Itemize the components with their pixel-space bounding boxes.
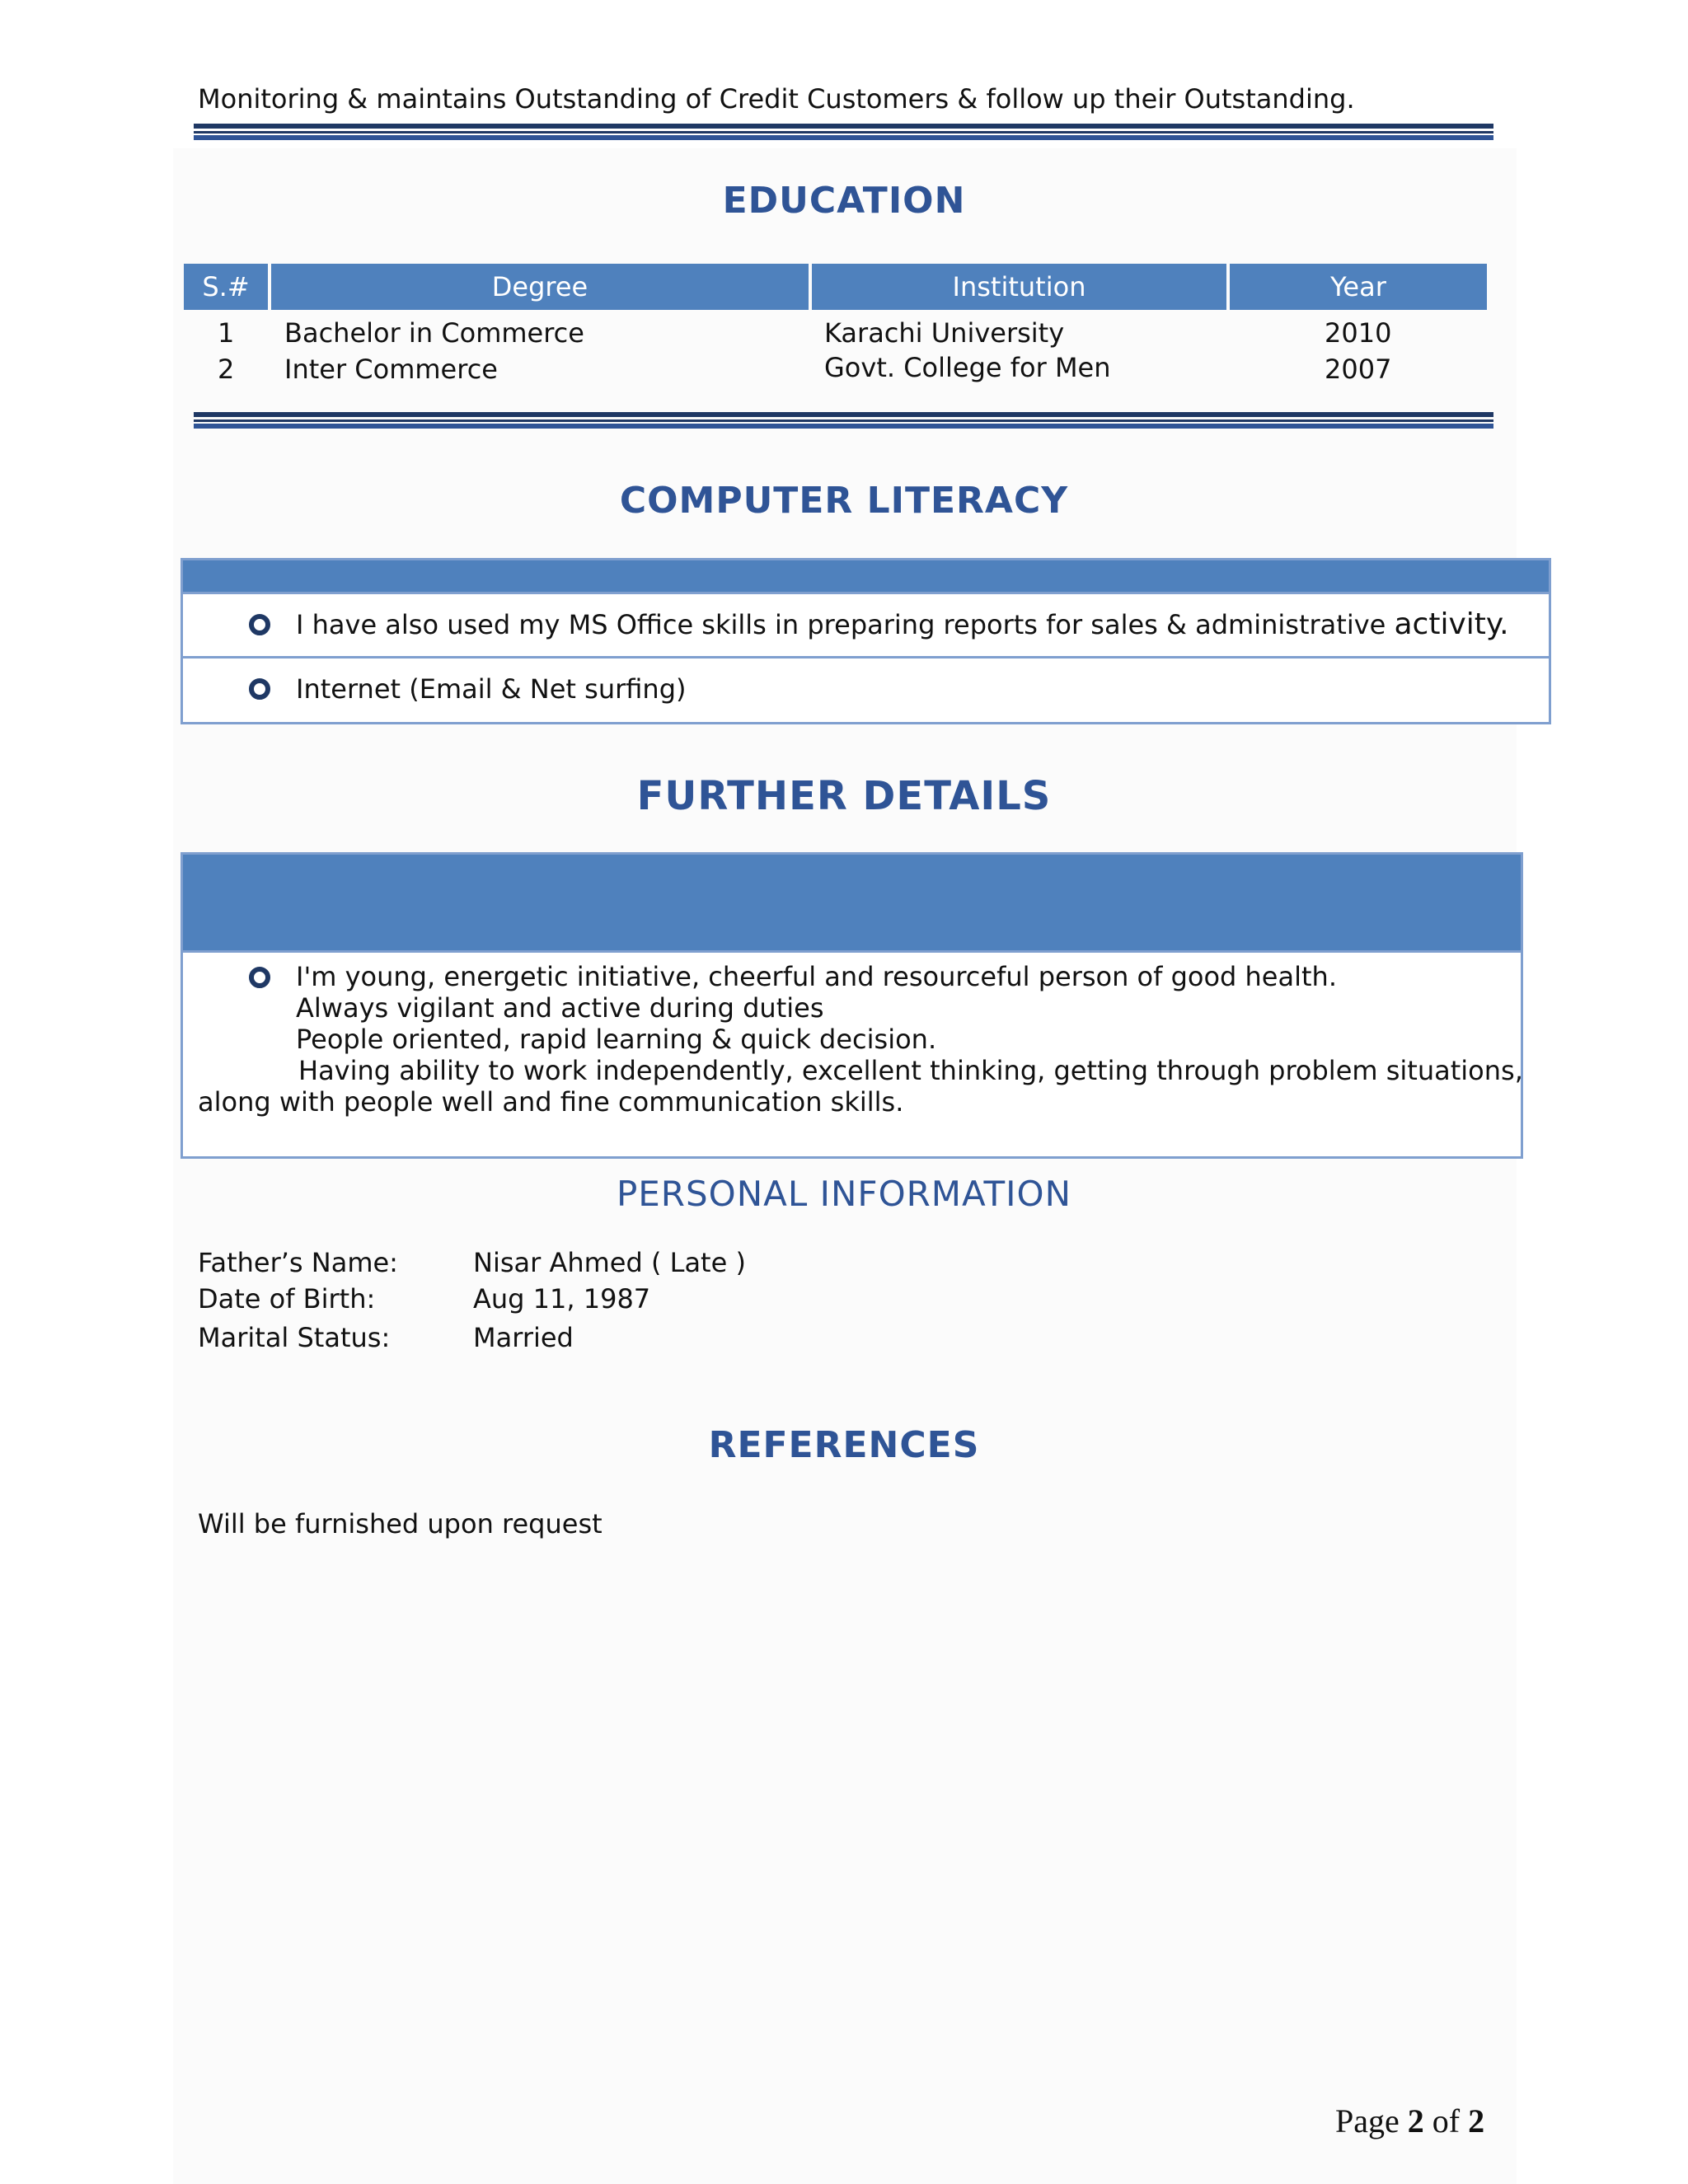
page-shading <box>173 148 1517 2184</box>
edu-row-2-institution: Govt. College for Men <box>824 352 1111 383</box>
computer-literacy-item: Internet (Email & Net surfing) <box>296 673 687 705</box>
references-text: Will be furnished upon request <box>198 1508 603 1540</box>
edu-row-1-institution: Karachi University <box>824 317 1065 349</box>
field-label-fathers-name: Father’s Name: <box>198 1247 398 1278</box>
edu-col-degree: Degree <box>271 264 809 310</box>
further-details-line: People oriented, rapid learning & quick decision. <box>296 1024 937 1055</box>
bullet-icon <box>249 967 270 988</box>
field-label-marital-status: Marital Status: <box>198 1322 391 1353</box>
edu-row-2-sn: 2 <box>218 354 235 385</box>
further-details-box <box>181 852 1523 1159</box>
divider-rule <box>194 412 1493 429</box>
bullet-icon <box>249 678 270 700</box>
field-value-date-of-birth: Aug 11, 1987 <box>473 1283 651 1315</box>
further-details-heading: FURTHER DETAILS <box>636 773 1052 819</box>
personal-information-heading: PERSONAL INFORMATION <box>616 1174 1072 1214</box>
edu-col-year: Year <box>1230 264 1487 310</box>
edu-row-1-sn: 1 <box>218 317 235 349</box>
further-details-line: along with people well and fine communication skills. <box>198 1086 904 1118</box>
edu-row-1-degree: Bachelor in Commerce <box>284 317 584 349</box>
field-label-date-of-birth: Date of Birth: <box>198 1283 376 1315</box>
computer-literacy-heading: COMPUTER LITERACY <box>619 480 1069 522</box>
divider-rule <box>194 124 1493 140</box>
top-responsibility-line: Monitoring & maintains Outstanding of Credit Customers & follow up their Outstanding. <box>198 83 1355 115</box>
edu-col-institution: Institution <box>812 264 1226 310</box>
computer-literacy-header-bar <box>183 560 1549 592</box>
edu-col-sn: S.# <box>184 264 268 310</box>
further-details-line: I'm young, energetic initiative, cheerful and resourceful person of good health. <box>296 961 1337 992</box>
edu-row-2-degree: Inter Commerce <box>284 354 498 385</box>
references-heading: REFERENCES <box>708 1424 980 1466</box>
edu-row-1-year: 2010 <box>1325 317 1392 349</box>
computer-literacy-item: I have also used my MS Office skills in preparing reports for sales & administrative activity. <box>296 607 1509 641</box>
field-value-marital-status: Married <box>473 1322 574 1353</box>
further-details-header-bar <box>183 855 1521 950</box>
field-value-fathers-name: Nisar Ahmed ( Late ) <box>473 1247 746 1278</box>
computer-literacy-box <box>181 558 1551 724</box>
page-number: Page 2 of 2 <box>1335 2102 1485 2139</box>
further-details-line: Always vigilant and active during duties <box>296 992 824 1024</box>
bullet-icon <box>249 614 270 635</box>
edu-row-2-year: 2007 <box>1325 354 1392 385</box>
education-heading: EDUCATION <box>722 180 966 222</box>
further-details-line: Having ability to work independently, excellent thinking, getting through problem situations, <box>298 1055 1523 1086</box>
